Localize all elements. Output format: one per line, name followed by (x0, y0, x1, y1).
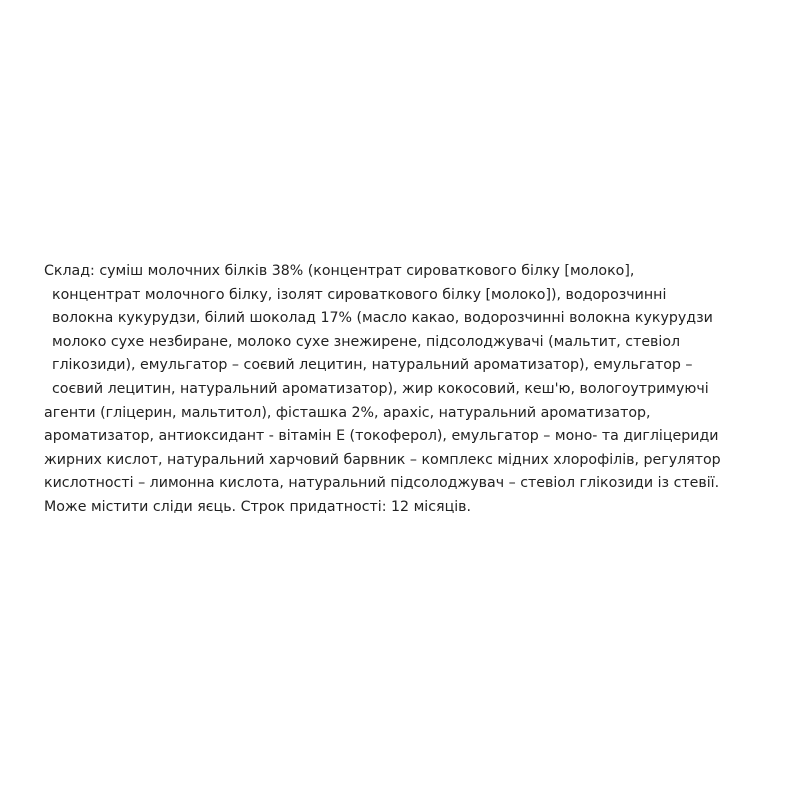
ingredients-line-8: ароматизатор, антиоксидант - вітамін Е (токоферол), емульгатор – моно- та дигліцериди (44, 428, 719, 445)
ingredients-line-1: Склад: суміш молочних білків 38% (концентрат сироваткового білку [молоко], (44, 263, 635, 279)
ingredients-line-3: волокна кукурудзи, білий шоколад 17% (масло какао, водорозчинні волокна кукурудзи (52, 310, 713, 327)
ingredients-text-block (44, 260, 764, 520)
ingredients-line-5: глікозиди), емульгатор – соєвий лецитин, натуральний ароматизатор), емульгатор – (52, 357, 693, 374)
ingredients-line-10: кислотності – лимонна кислота, натуральний підсолоджувач – стевіол глікозиди із стевії. (44, 475, 720, 492)
ingredients-line-7: агенти (гліцерин, мальтитол), фісташка 2%, арахіс, натуральний ароматизатор, (44, 404, 651, 421)
ingredients-line-9: жирних кислот, натуральний харчовий барвник – комплекс мідних хлорофілів, регулятор (44, 451, 721, 468)
ingredients-line-6: соєвий лецитин, натуральний ароматизатор), жир кокосовий, кеш'ю, вологоутримуючі (52, 380, 709, 397)
ingredients-line-4: молоко сухе незбиране, молоко сухе знежирене, підсолоджувачі (мальтит, стевіол (52, 333, 681, 350)
shelf-life-line: Може містити сліди яєць. Строк придатності: 12 місяців. (44, 498, 472, 515)
ingredients-line-2: концентрат молочного білку, ізолят сироваткового білку [молоко]), водорозчинні (52, 286, 667, 303)
